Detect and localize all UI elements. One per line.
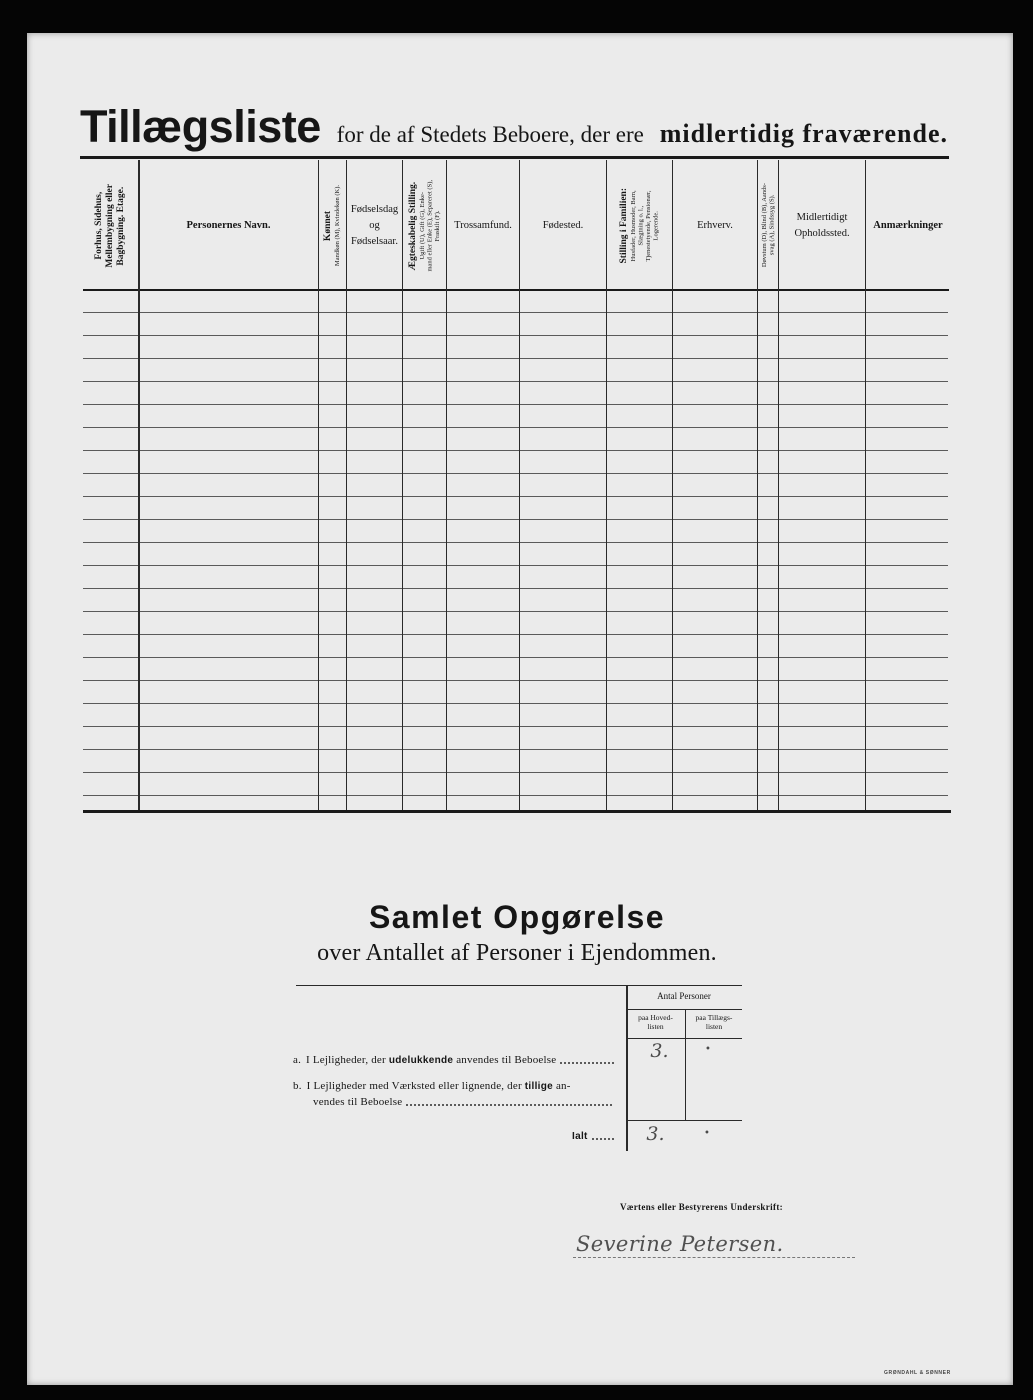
header-disability-text xyxy=(761,183,776,267)
summary-heading: Samlet Opgørelse xyxy=(368,899,666,935)
summary-subheading: over Antallet af Personer i Ejendommen. xyxy=(317,940,717,966)
summary-row-rule xyxy=(626,1038,742,1039)
header-occupation-text xyxy=(697,218,733,234)
summary-row-rule xyxy=(626,1120,742,1121)
header-temporary-residence xyxy=(779,162,865,289)
header-line: svag (A), Sindssyg (S). xyxy=(768,195,775,256)
header-line: Trossamfund. xyxy=(454,219,512,231)
header-line: Logerende. xyxy=(652,210,660,241)
header-line: Bagbygning. Etage. xyxy=(116,186,126,265)
count-header: Antal Personer xyxy=(657,991,711,1001)
supplement-list-header-line: listen xyxy=(705,1022,723,1031)
header-line: Fødested. xyxy=(542,219,584,231)
header-line: Tjenestetyende, Pensionær, xyxy=(645,189,652,262)
row-text: I Lejligheder, der xyxy=(306,1054,389,1066)
column-divider xyxy=(318,160,319,812)
total-supplement-count: • xyxy=(704,1128,710,1139)
dot-leader xyxy=(591,1138,614,1140)
header-birthplace xyxy=(520,162,606,289)
handwritten-signature: Severine Petersen. xyxy=(576,1232,784,1256)
column-divider xyxy=(402,160,403,812)
main-list-header-line: listen xyxy=(647,1022,664,1031)
header-disability xyxy=(758,162,778,289)
supplement-list-header-line: paa Tillægs- xyxy=(695,1013,733,1022)
column-divider xyxy=(606,160,607,812)
header-line: Ugift (U), Gift (G), Enke- xyxy=(418,191,426,260)
header-sex xyxy=(319,162,346,289)
header-line: Fraskilt (F). xyxy=(433,209,441,242)
printer-imprint: GRØNDAHL & SØNNER xyxy=(884,1370,951,1376)
header-name-text xyxy=(187,218,271,234)
row-text-emphasis: tillige xyxy=(524,1081,554,1092)
main-list-header-line: paa Hoved- xyxy=(638,1013,673,1022)
header-religion xyxy=(447,162,519,289)
title-emphasis: midlertidig fraværende. xyxy=(659,119,948,148)
header-remarks-text xyxy=(873,218,942,234)
summary-total xyxy=(572,1130,615,1143)
header-marital-status xyxy=(403,162,446,289)
header-line: Ægteskabelig Stilling. xyxy=(407,181,418,270)
header-line: Mandkøn (M), Kvindekøn (K). xyxy=(334,184,342,267)
title-main: Tillægsliste xyxy=(80,101,321,152)
column-divider xyxy=(138,160,140,812)
header-sex-text xyxy=(323,185,342,266)
header-birth-text xyxy=(351,202,398,250)
column-divider xyxy=(519,160,520,812)
header-line: Midlertidigt xyxy=(796,211,848,223)
form-title xyxy=(80,101,948,152)
row-text-emphasis: udelukkende xyxy=(388,1055,454,1066)
row-letter: b. xyxy=(293,1080,302,1092)
row-letter: a. xyxy=(293,1054,302,1066)
header-occupation xyxy=(673,162,757,289)
header-birthplace-text xyxy=(543,218,584,234)
signature-line xyxy=(573,1257,855,1258)
signature-label: Værtens eller Bestyrerens Underskrift: xyxy=(620,1202,784,1212)
row-a-main-count: 3. xyxy=(650,1040,669,1062)
header-temporary-residence-text xyxy=(794,210,849,242)
total-label: Ialt xyxy=(572,1131,588,1142)
header-line: Opholdssted. xyxy=(794,227,850,239)
header-line: Slægtning o. l., xyxy=(637,205,645,246)
header-line: Personernes Navn. xyxy=(186,219,271,231)
supplement-list-header xyxy=(686,1013,742,1031)
row-text: I Lejligheder med Værksted eller lignende, der xyxy=(306,1080,525,1092)
header-line: og xyxy=(369,219,380,231)
summary-top-rule xyxy=(296,985,742,986)
header-building-text xyxy=(94,184,127,268)
column-divider xyxy=(672,160,673,812)
header-line: Mellembygning eller xyxy=(105,183,115,268)
dot-leader xyxy=(405,1104,614,1106)
header-line: mand eller Enke (E), Separeret (S), xyxy=(426,179,434,272)
summary-row-rule xyxy=(626,1009,742,1010)
header-building xyxy=(83,162,138,289)
total-main-count: 3. xyxy=(646,1123,665,1145)
table-body-rows xyxy=(83,290,948,810)
header-line: Erhverv. xyxy=(697,219,733,231)
header-line: Fødselsaar. xyxy=(351,235,398,247)
header-family-position xyxy=(607,162,672,289)
header-line: Husfader, Husmoder, Barn, xyxy=(630,189,637,262)
row-text: anvendes til Beboelse xyxy=(453,1054,557,1066)
column-divider xyxy=(446,160,447,812)
header-religion-text xyxy=(454,218,512,234)
header-line: Kønnet xyxy=(323,210,334,241)
summary-row-b-continuation xyxy=(313,1096,615,1109)
title-rule xyxy=(80,156,949,159)
column-divider xyxy=(865,160,866,812)
header-remarks xyxy=(866,162,950,289)
column-divider xyxy=(778,160,779,812)
summary-row-a xyxy=(293,1054,615,1067)
row-a-supplement-count: • xyxy=(705,1044,711,1055)
header-line: Stilling i Familien: xyxy=(619,187,629,264)
header-marital-status-text xyxy=(408,180,442,272)
header-name xyxy=(139,162,318,289)
header-line: Anmærkninger xyxy=(873,219,943,231)
column-divider xyxy=(346,160,347,812)
main-list-header xyxy=(626,1013,685,1031)
column-divider xyxy=(757,160,758,812)
header-birth xyxy=(347,162,402,289)
row-text: vendes til Beboelse xyxy=(313,1096,403,1108)
title-rest: for de af Stedets Beboere, der ere xyxy=(336,122,644,147)
row-text: an- xyxy=(553,1080,571,1092)
header-family-position-text xyxy=(619,188,660,263)
header-line: Døvstum (D), Blind (B), Aands- xyxy=(760,183,768,268)
header-line: Forhus, Sidehus, xyxy=(94,191,104,260)
summary-row-b xyxy=(293,1080,615,1093)
header-line: Fødselsdag xyxy=(350,203,399,215)
dot-leader xyxy=(559,1062,614,1064)
table-bottom-rule xyxy=(83,810,951,813)
